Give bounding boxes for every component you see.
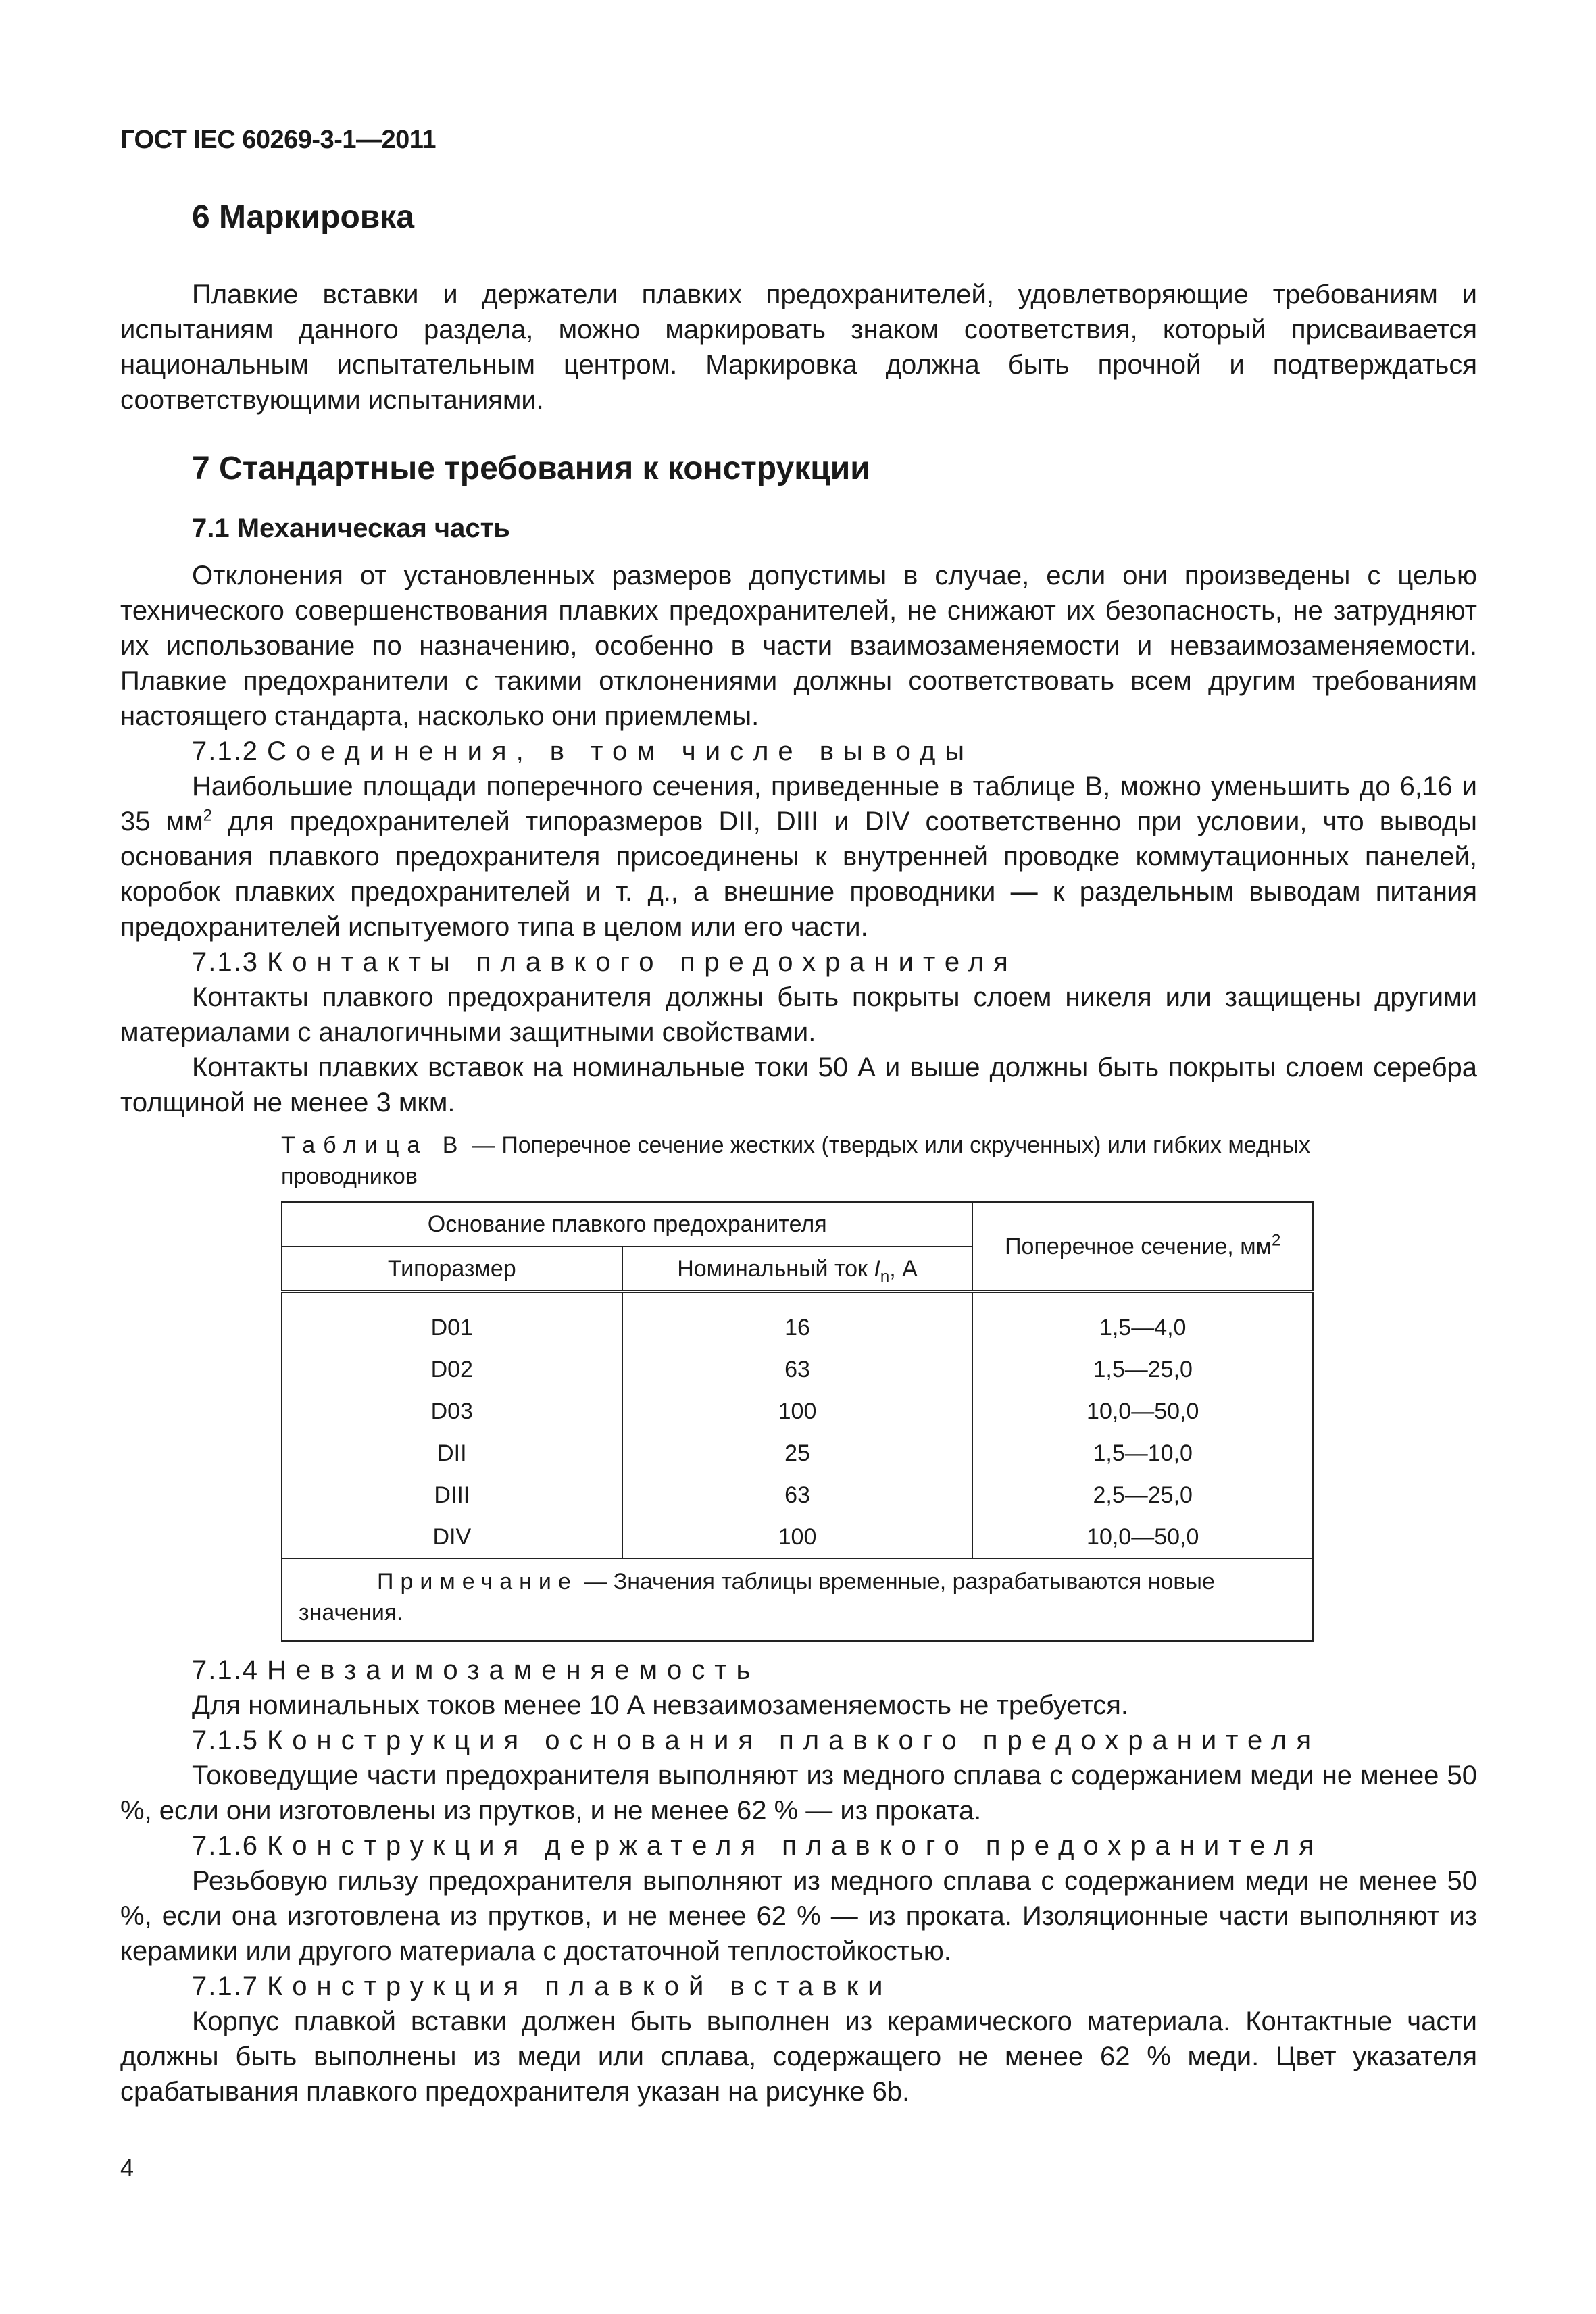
header-text: Номинальный ток (677, 1255, 874, 1282)
cell-cross-section: 1,5—25,0 (972, 1349, 1313, 1390)
section-7-1-2-heading (120, 734, 1477, 769)
table-caption (281, 1130, 1314, 1192)
cell-current: 16 (622, 1292, 973, 1349)
table-caption-label: Таблица В (281, 1132, 466, 1158)
section-number: 7.1.4 (192, 1655, 259, 1685)
section-7-1-5-heading (120, 1723, 1477, 1758)
table-body (282, 1292, 1313, 1559)
note-text: — Значения таблицы временные, разрабатываются новые значения. (299, 1569, 1215, 1626)
section-7-1-6-text: Резьбовую гильзу предохранителя выполняют из медного сплава с содержанием меди не менее 50 %, если она изготовлена из прутков, и не менее 62 % — из проката. Изоляционные части выполняют из керамики или другого материала с достаточной теплостойкостью. (120, 1866, 1477, 1966)
section-7-1-5-text: Токоведущие части предохранителя выполняют из медного сплава с содержанием меди не менее 50 %, если они изготовлены из прутков, и не менее 62 % — из проката. (120, 1761, 1477, 1826)
section-7-1-title: 7.1 Механическая часть (192, 513, 510, 543)
table-header-size: Типоразмер (282, 1247, 622, 1292)
header-text: , А (889, 1255, 918, 1282)
section-7-1-7-heading (120, 1969, 1477, 2004)
cell-current: 25 (622, 1432, 973, 1474)
cell-cross-section: 2,5—25,0 (972, 1474, 1313, 1516)
text-part: для предохранителей типоразмеров DII, DIII и DIV соответственно при условии, что выводы основания плавкого предохранителя присоединены к внутренней проводке коммутационных панелей, коробок плавких предохранителей и т. д., а внешние проводники — к раздельным выводам питания предохранителей испытуемого типа в целом или его части. (120, 807, 1478, 942)
section-7-1-2-text (120, 769, 1477, 945)
cell-current: 63 (622, 1349, 973, 1390)
cell-current: 63 (622, 1474, 973, 1516)
cell-size: D01 (282, 1292, 622, 1349)
cell-size: DII (282, 1432, 622, 1474)
note-label: Примечание (377, 1569, 578, 1594)
cell-cross-section: 10,0—50,0 (972, 1516, 1313, 1559)
cell-cross-section: 10,0—50,0 (972, 1390, 1313, 1432)
header-text: Поперечное сечение, мм (1005, 1233, 1272, 1259)
section-7-1-3-heading (120, 945, 1477, 980)
section-7-1-3-text-1: Контакты плавкого предохранителя должны быть покрыты слоем никеля или защищены другими материалами с аналогичными защитными свойствами. (120, 982, 1477, 1047)
table-header-current (622, 1247, 973, 1292)
section-7-1-3-text-2: Контакты плавких вставок на номинальные токи 50 А и выше должны быть покрыты слоем серебра толщиной не менее 3 мкм. (120, 1053, 1477, 1117)
section-7-1-4-text: Для номинальных токов менее 10 А невзаимозаменяемость не требуется. (192, 1690, 1129, 1720)
text-part: Наибольшие площади поперечного сечения, приведенные в таблице В, можно уменьшить до 6,16 и 35 мм (120, 772, 1477, 836)
document-header: ГОСТ IEC 60269-3-1—2011 (120, 126, 436, 154)
section-title: Контакты плавкого предохранителя (266, 947, 1018, 977)
cell-current: 100 (622, 1390, 973, 1432)
page-content (120, 196, 1477, 2109)
table-row (282, 1390, 1313, 1432)
cell-size: DIII (282, 1474, 622, 1516)
table-caption-text: — Поперечное сечение жестких (твердых или скрученных) или гибких медных проводников (281, 1132, 1310, 1189)
section-7-1-text: Отклонения от установленных размеров допустимы в случае, если они произведены с целью технического совершенствования плавких предохранителей, не снижают их безопасность, не затрудняют их использование по назначению, особенно в части взаимозаменяемости и невзаимозаменяемости. Плавкие предохранители с такими отклонениями должны соответствовать всем другим требованиям настоящего стандарта, насколько они приемлемы. (120, 561, 1477, 731)
section-title: Конструкция плавкой вставки (266, 1971, 893, 2001)
superscript: 2 (203, 806, 213, 825)
cell-size: DIV (282, 1516, 622, 1559)
table-row (282, 1349, 1313, 1390)
section-number: 7.1.6 (192, 1831, 259, 1861)
table-group-header: Основание плавкого предохранителя (282, 1202, 972, 1247)
cell-cross-section: 1,5—4,0 (972, 1292, 1313, 1349)
cell-current: 100 (622, 1516, 973, 1559)
section-number: 7.1.7 (192, 1971, 259, 2001)
section-7-1-7-text: Корпус плавкой вставки должен быть выполнен из керамического материала. Контактные части должны быть выполнены из меди или сплава, содержащего не менее 62 % меди. Цвет указателя срабатывания плавкого предохранителя указан на рисунке 6b. (120, 2007, 1477, 2107)
table-header-cross-section (972, 1202, 1313, 1292)
table-row (282, 1432, 1313, 1474)
page-number: 4 (120, 2154, 134, 2182)
table-b-block (281, 1130, 1314, 1642)
section-title: Соединения, в том числе выводы (266, 736, 974, 766)
cell-size: D03 (282, 1390, 622, 1432)
section-7-1-6-heading (120, 1828, 1477, 1863)
table-row (282, 1292, 1313, 1349)
cell-cross-section: 1,5—10,0 (972, 1432, 1313, 1474)
section-6-text: Плавкие вставки и держатели плавких предохранителей, удовлетворяющие требованиям и испытаниям данного раздела, можно маркировать знаком соответствия, который присваивается национальным испытательным центром. Маркировка должна быть прочной и подтверждаться соответствующими испытаниями. (120, 280, 1477, 415)
current-symbol: I (874, 1255, 880, 1282)
section-7-1-4-heading (120, 1653, 1477, 1688)
section-number: 7.1.2 (192, 736, 259, 766)
subscript: n (880, 1267, 890, 1286)
section-6-title: 6 Маркировка (192, 199, 415, 235)
section-7-title: 7 Стандартные требования к конструкции (192, 451, 870, 486)
superscript: 2 (1271, 1231, 1281, 1250)
section-title: Конструкция держателя плавкого предохранителя (266, 1831, 1323, 1861)
section-title: Невзаимозаменяемость (266, 1655, 760, 1685)
table-row (282, 1516, 1313, 1559)
section-number: 7.1.3 (192, 947, 259, 977)
table-b (281, 1201, 1314, 1642)
table-row (282, 1474, 1313, 1516)
table-note (282, 1559, 1313, 1641)
cell-size: D02 (282, 1349, 622, 1390)
section-title: Конструкция основания плавкого предохранителя (266, 1726, 1320, 1755)
section-number: 7.1.5 (192, 1726, 259, 1755)
